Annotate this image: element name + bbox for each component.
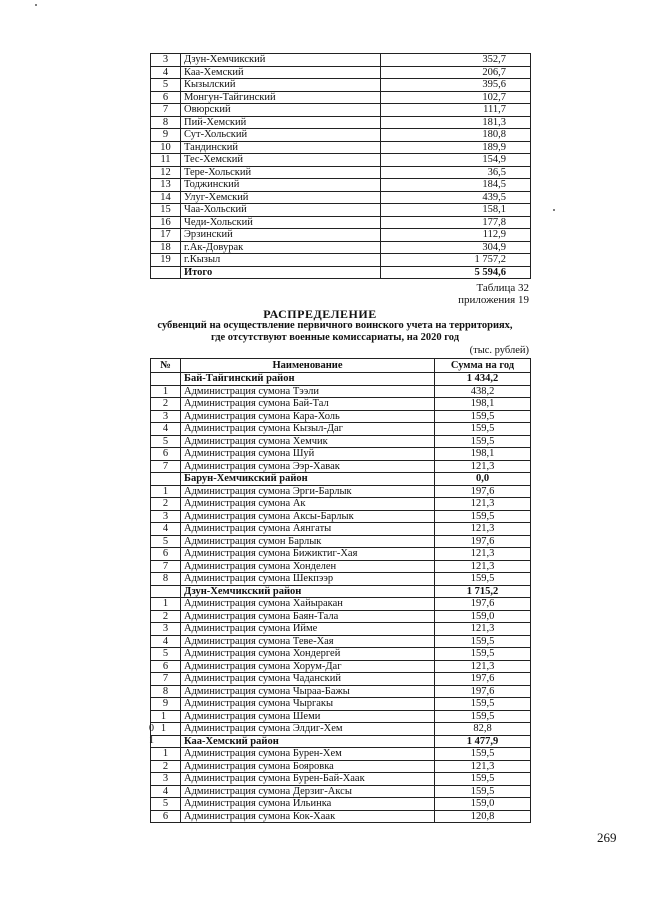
districts-summary-table (150, 53, 531, 279)
row-number: 2 (151, 760, 181, 773)
administration-amount: 438,2 (435, 385, 531, 398)
administration-name: Администрация сумона Ак (181, 498, 435, 511)
district-name: г.Кызыл (181, 254, 381, 267)
group-number-cell (151, 473, 181, 486)
row-number: 14 (151, 191, 181, 204)
table-row (151, 54, 531, 67)
district-name: Кызылский (181, 79, 381, 92)
district-amount: 181,3 (381, 116, 531, 129)
document-subtitle-line-1: субвенций на осуществление первичного воинского учета на территориях, (157, 320, 513, 331)
district-amount: 1 757,2 (381, 254, 531, 267)
row-number: 4 (151, 523, 181, 536)
table-row (151, 166, 531, 179)
row-number: 5 (151, 79, 181, 92)
row-number: 15 (151, 204, 181, 217)
row-number: 1 (151, 748, 181, 761)
row-number: 1 (151, 385, 181, 398)
row-number: 3 (151, 510, 181, 523)
table-row (151, 573, 531, 586)
appendix-reference: приложения 19 (458, 294, 529, 306)
table-row (151, 548, 531, 561)
column-header-number: № (151, 359, 181, 373)
administration-name: Администрация сумона Элдиг-Хем (181, 723, 435, 736)
district-amount: 177,8 (381, 216, 531, 229)
administration-name: Администрация сумон Барлык (181, 535, 435, 548)
table-row (151, 191, 531, 204)
row-number: 6 (151, 660, 181, 673)
table-row (151, 141, 531, 154)
row-number: 1 (151, 485, 181, 498)
district-name: Каа-Хемский (181, 66, 381, 79)
administration-amount: 121,3 (435, 760, 531, 773)
row-number: 6 (151, 548, 181, 561)
row-number: 16 (151, 216, 181, 229)
district-name: Тоджинский (181, 179, 381, 192)
table-header-row (151, 359, 531, 373)
administration-name: Администрация сумона Хемчик (181, 435, 435, 448)
row-number: 4 (151, 423, 181, 436)
row-number: 3 (151, 773, 181, 786)
district-group-name: Дзун-Хемчикский район (181, 585, 435, 598)
row-number: 17 (151, 229, 181, 242)
row-number: 8 (151, 685, 181, 698)
administration-amount: 159,0 (435, 610, 531, 623)
table-row (151, 204, 531, 217)
district-group-row (151, 585, 531, 598)
table-row (151, 385, 531, 398)
row-number: 9 (151, 698, 181, 711)
administration-name: Администрация сумона Хондергей (181, 648, 435, 661)
administration-amount: 159,5 (435, 785, 531, 798)
document-subtitle-line-2: где отсутствуют военные комиссариаты, на 2020 год (210, 332, 460, 343)
administration-name: Администрация сумона Бурен-Хем (181, 748, 435, 761)
table-row (151, 785, 531, 798)
administration-name: Администрация сумона Шуй (181, 448, 435, 461)
administration-name: Администрация сумона Бай-Тал (181, 398, 435, 411)
table-row (151, 154, 531, 167)
administration-name: Администрация сумона Эрги-Барлык (181, 485, 435, 498)
administration-name: Администрация сумона Чыраа-Бажы (181, 685, 435, 698)
table-row (151, 179, 531, 192)
row-number: 6 (151, 448, 181, 461)
administration-name: Администрация сумона Бижиктиг-Хая (181, 548, 435, 561)
row-number: 12 (151, 166, 181, 179)
administration-name: Администрация сумона Аянгаты (181, 523, 435, 536)
column-header-sum: Сумма на год (435, 359, 531, 373)
table-row (151, 229, 531, 242)
table-row (151, 748, 531, 761)
district-amount: 158,1 (381, 204, 531, 217)
administration-name: Администрация сумона Дерзиг-Аксы (181, 785, 435, 798)
row-number: 4 (151, 635, 181, 648)
unit-label: (тыс. рублей) (469, 345, 529, 356)
table-row (151, 710, 531, 723)
administration-amount: 121,3 (435, 523, 531, 536)
subventions-table (150, 358, 531, 823)
table-row (151, 648, 531, 661)
administration-name: Администрация сумона Тээли (181, 385, 435, 398)
administration-name: Администрация сумона Чыргакы (181, 698, 435, 711)
administration-name: Администрация сумона Хайыракан (181, 598, 435, 611)
row-number: 3 (151, 410, 181, 423)
row-number: 7 (151, 104, 181, 117)
district-name: Овюрский (181, 104, 381, 117)
table-row (151, 610, 531, 623)
administration-name: Администрация сумона Хорум-Даг (181, 660, 435, 673)
administration-amount: 159,5 (435, 635, 531, 648)
administration-name: Администрация сумона Чаданский (181, 673, 435, 686)
total-amount: 5 594,6 (381, 266, 531, 279)
district-group-amount: 1 715,2 (435, 585, 531, 598)
table-row (151, 523, 531, 536)
table-row (151, 623, 531, 636)
administration-amount: 159,0 (435, 798, 531, 811)
district-name: Тес-Хемский (181, 154, 381, 167)
table-row (151, 116, 531, 129)
table-row (151, 773, 531, 786)
administration-amount: 120,8 (435, 810, 531, 823)
district-amount: 102,7 (381, 91, 531, 104)
administration-name: Администрация сумона Шекпээр (181, 573, 435, 586)
table-row (151, 510, 531, 523)
district-group-amount: 0,0 (435, 473, 531, 486)
table-row (151, 216, 531, 229)
row-number: 13 (151, 179, 181, 192)
district-amount: 184,5 (381, 179, 531, 192)
district-name: Чеди-Хольский (181, 216, 381, 229)
table-row (151, 498, 531, 511)
table-row (151, 79, 531, 92)
district-name: Тандинский (181, 141, 381, 154)
row-number: 8 (151, 116, 181, 129)
administration-amount: 159,5 (435, 698, 531, 711)
administration-amount: 159,5 (435, 573, 531, 586)
table-row (151, 66, 531, 79)
row-number: 2 (151, 398, 181, 411)
district-name: Дзун-Хемчикский (181, 54, 381, 67)
row-number-digit-2: 1 (149, 735, 154, 746)
row-number: 3 (151, 54, 181, 67)
administration-amount: 198,1 (435, 448, 531, 461)
district-group-row (151, 735, 531, 748)
administration-amount: 121,3 (435, 498, 531, 511)
row-number: 7 (151, 460, 181, 473)
document-title: РАСПРЕДЕЛЕНИЕ (263, 307, 377, 321)
table-row (151, 410, 531, 423)
administration-amount: 159,5 (435, 710, 531, 723)
table-row (151, 810, 531, 823)
table-row (151, 241, 531, 254)
total-row (151, 266, 531, 279)
table-row (151, 254, 531, 267)
district-group-row (151, 473, 531, 486)
administration-amount: 197,6 (435, 685, 531, 698)
table-row (151, 560, 531, 573)
row-number: 7 (151, 560, 181, 573)
table-row (151, 535, 531, 548)
row-number: 8 (151, 573, 181, 586)
table-row (151, 598, 531, 611)
row-number: 2 (151, 610, 181, 623)
table-row (151, 660, 531, 673)
district-amount: 189,9 (381, 141, 531, 154)
administration-amount: 121,3 (435, 623, 531, 636)
row-number: 3 (151, 623, 181, 636)
district-amount: 304,9 (381, 241, 531, 254)
row-number: 18 (151, 241, 181, 254)
table-row (151, 723, 531, 736)
district-name: Эрзинский (181, 229, 381, 242)
table-row (151, 435, 531, 448)
row-number: 10 (151, 141, 181, 154)
row-number: 4 (151, 66, 181, 79)
district-name: Улуг-Хемский (181, 191, 381, 204)
page-number: 269 (597, 830, 617, 845)
administration-amount: 197,6 (435, 598, 531, 611)
district-group-amount: 1 434,2 (435, 373, 531, 386)
district-amount: 439,5 (381, 191, 531, 204)
administration-name: Администрация сумона Ийме (181, 623, 435, 636)
table-row (151, 460, 531, 473)
district-amount: 395,6 (381, 79, 531, 92)
row-number: 19 (151, 254, 181, 267)
administration-amount: 121,3 (435, 560, 531, 573)
district-group-name: Бай-Тайгинский район (181, 373, 435, 386)
district-group-name: Барун-Хемчикский район (181, 473, 435, 486)
row-number: 2 (151, 498, 181, 511)
administration-amount: 159,5 (435, 435, 531, 448)
district-group-amount: 1 477,9 (435, 735, 531, 748)
row-number-digit-1: 1 (161, 710, 166, 722)
administration-name: Администрация сумона Бурен-Бай-Хаак (181, 773, 435, 786)
administration-amount: 159,5 (435, 773, 531, 786)
administration-amount: 197,6 (435, 673, 531, 686)
district-name: Пий-Хемский (181, 116, 381, 129)
administration-name: Администрация сумона Кок-Хаак (181, 810, 435, 823)
scan-speck (35, 4, 37, 6)
table-number: Таблица 32 (476, 282, 529, 294)
group-number-cell (151, 585, 181, 598)
district-amount: 154,9 (381, 154, 531, 167)
district-amount: 180,8 (381, 129, 531, 142)
administration-amount: 159,5 (435, 748, 531, 761)
administration-name: Администрация сумона Кызыл-Даг (181, 423, 435, 436)
table-row (151, 398, 531, 411)
administration-name: Администрация сумона Теве-Хая (181, 635, 435, 648)
subventions-body (151, 373, 531, 823)
table-row (151, 673, 531, 686)
district-name: Чаа-Хольский (181, 204, 381, 217)
administration-amount: 121,3 (435, 460, 531, 473)
table-row (151, 423, 531, 436)
table-row (151, 104, 531, 117)
row-number: 9 (151, 129, 181, 142)
district-name: г.Ак-Довурак (181, 241, 381, 254)
table-row (151, 698, 531, 711)
administration-amount: 197,6 (435, 485, 531, 498)
administration-amount: 159,5 (435, 510, 531, 523)
administration-name: Администрация сумона Аксы-Барлык (181, 510, 435, 523)
district-amount: 206,7 (381, 66, 531, 79)
administration-amount: 159,5 (435, 410, 531, 423)
administration-name: Администрация сумона Ээр-Хавак (181, 460, 435, 473)
row-number-digit-1: 1 (161, 723, 166, 734)
table-row (151, 685, 531, 698)
total-number-cell (151, 266, 181, 279)
administration-name: Администрация сумона Кара-Холь (181, 410, 435, 423)
administration-name: Администрация сумона Ильинка (181, 798, 435, 811)
district-name: Монгун-Тайгинский (181, 91, 381, 104)
administration-amount: 198,1 (435, 398, 531, 411)
administration-name: Администрация сумона Баян-Тала (181, 610, 435, 623)
administration-amount: 159,5 (435, 648, 531, 661)
administration-amount: 197,6 (435, 535, 531, 548)
district-name: Тере-Хольский (181, 166, 381, 179)
row-number: 6 (151, 810, 181, 823)
table-row (151, 798, 531, 811)
table-row (151, 485, 531, 498)
row-number: 11 (151, 154, 181, 167)
table-row (151, 760, 531, 773)
administration-amount: 121,3 (435, 660, 531, 673)
administration-amount: 159,5 (435, 423, 531, 436)
administration-amount: 121,3 (435, 548, 531, 561)
row-number: 5 (151, 535, 181, 548)
group-number-cell (151, 373, 181, 386)
district-name: Сут-Хольский (181, 129, 381, 142)
table-row (151, 129, 531, 142)
row-number-digit-2: 0 (149, 722, 154, 734)
row-number: 7 (151, 673, 181, 686)
scan-speck (553, 209, 555, 211)
row-number: 5 (151, 798, 181, 811)
district-group-name: Каа-Хемский район (181, 735, 435, 748)
districts-summary-body (151, 54, 531, 279)
administration-name: Администрация сумона Бояровка (181, 760, 435, 773)
row-number: 6 (151, 91, 181, 104)
district-amount: 36,5 (381, 166, 531, 179)
district-amount: 112,9 (381, 229, 531, 242)
district-group-row (151, 373, 531, 386)
row-number: 5 (151, 435, 181, 448)
district-amount: 352,7 (381, 54, 531, 67)
administration-amount: 82,8 (435, 723, 531, 736)
row-number (149, 723, 181, 746)
row-number: 5 (151, 648, 181, 661)
table-row (151, 448, 531, 461)
table-row (151, 91, 531, 104)
administration-name: Администрация сумона Шеми (181, 710, 435, 723)
row-number (149, 710, 181, 734)
group-number-cell (151, 735, 181, 748)
column-header-name: Наименование (181, 359, 435, 373)
district-amount: 111,7 (381, 104, 531, 117)
table-row (151, 635, 531, 648)
row-number: 1 (151, 598, 181, 611)
total-label: Итого (181, 266, 381, 279)
row-number: 4 (151, 785, 181, 798)
administration-name: Администрация сумона Хонделен (181, 560, 435, 573)
